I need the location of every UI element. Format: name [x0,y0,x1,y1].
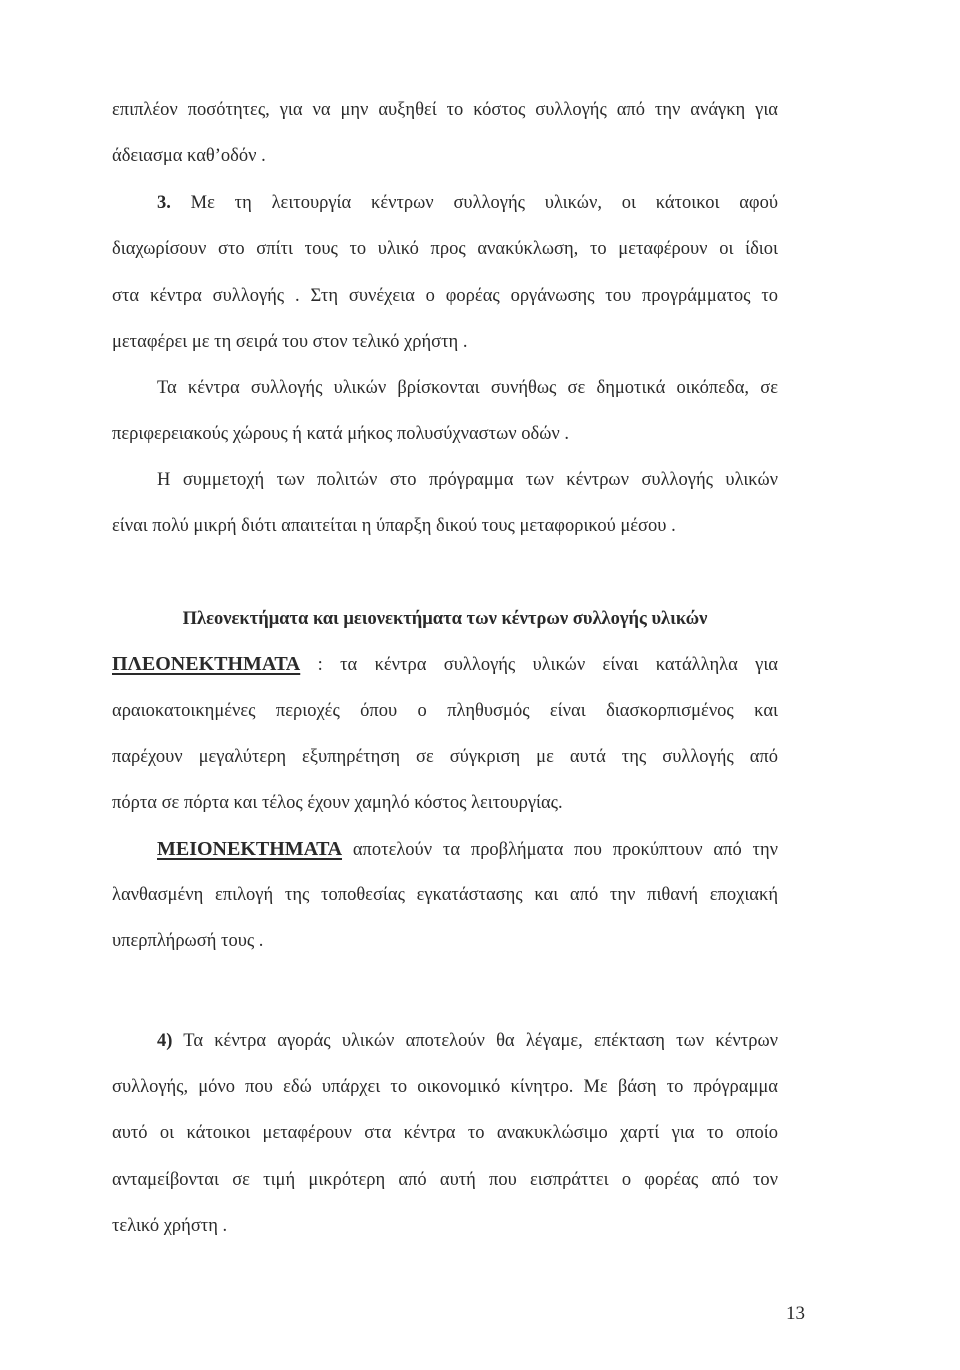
text-line: ανταμείβονται σε τιμή μικρότερη από αυτή που εισπράττει ο φορέας από τον [112,1170,778,1190]
text-fragment: : τα κέντρα συλλογής υλικών είναι κατάλληλα για [300,655,778,675]
text-line: αραιοκατοικημένες περιοχές όπου ο πληθυσμός είναι διασκορπισμένος και [112,701,778,721]
section-heading: Πλεονεκτήματα και μειονεκτήματα των κέντρων συλλογής υλικών [182,609,708,629]
text-line: τελικό χρήστη . [112,1216,228,1236]
list-number: 4) [157,1031,173,1051]
text-line: Τα κέντρα συλλογής υλικών βρίσκονται συνήθως σε δημοτικά οικόπεδα, σε [157,378,778,398]
text-line [112,641,778,688]
text-line: επιπλέον ποσότητες, για να μην αυξηθεί το κόστος συλλογής από την ανάγκη για [112,100,778,120]
text-line: διαχωρίσουν στο σπίτι τους το υλικό προς ανακύκλωση, το μεταφέρουν οι ίδιοι [112,239,778,259]
text-fragment: Με τη λειτουργία κέντρων συλλογής υλικών, οι κάτοικοι αφού [170,193,778,213]
text-line: περιφερειακούς χώρους ή κατά μήκος πολυσύχναστων οδών . [112,424,570,444]
text-line [157,826,778,873]
text-line: υπερπλήρωσή τους . [112,931,264,951]
text-line: συλλογής, μόνο που εδώ υπάρχει το οικονομικό κίνητρο. Με βάση το πρόγραμμα [112,1077,778,1097]
text-line: αυτό οι κάτοικοι μεταφέρουν στα κέντρα το ανακυκλώσιμο χαρτί για το οποίο [112,1123,778,1143]
text-line: Η συμμετοχή των πολιτών στο πρόγραμμα των κέντρων συλλογής υλικών [157,470,778,490]
text-line [157,1018,778,1064]
text-line: άδειασμα καθ’οδόν . [112,146,266,166]
disadvantages-label: ΜΕΙΟΝΕΚΤΗΜΑΤΑ [157,838,343,860]
advantages-label: ΠΛΕΟΝΕΚΤΗΜΑΤΑ [112,653,301,675]
text-line [157,180,778,226]
text-fragment: αποτελούν τα προβλήματα που προκύπτουν από την [342,840,778,860]
text-line: λανθασμένη επιλογή της τοποθεσίας εγκατάστασης και από την πιθανή εποχιακή [112,885,778,905]
text-line: μεταφέρει με τη σειρά του στον τελικό χρήστη . [112,332,468,352]
list-number: 3. [157,193,171,213]
text-line: είναι πολύ μικρή διότι απαιτείται η ύπαρξη δικού τους μεταφορικού μέσου . [112,516,676,536]
page-number: 13 [786,1303,805,1324]
text-line: στα κέντρα συλλογής . Στη συνέχεια ο φορέας οργάνωσης του προγράμματος το [112,286,778,306]
text-line: παρέχουν μεγαλύτερη εξυπηρέτηση σε σύγκριση με αυτά της συλλογής από [112,747,778,767]
text-fragment: Τα κέντρα αγοράς υλικών αποτελούν θα λέγαμε, επέκταση των κέντρων [172,1031,778,1051]
text-line: πόρτα σε πόρτα και τέλος έχουν χαμηλό κόστος λειτουργίας. [112,793,563,813]
